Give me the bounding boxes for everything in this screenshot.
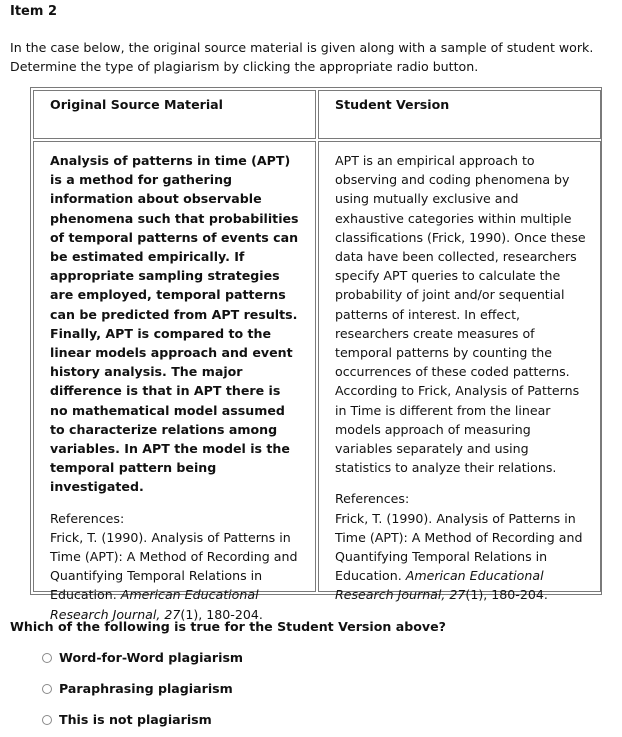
citation: [335, 509, 586, 605]
citation-start: Frick, T. (1990). Analysis of Patterns in Time (APT): A Method of Recording and Quantifying Temporal Relations in Education.: [335, 510, 583, 584]
radio-button[interactable]: [42, 653, 52, 663]
student-header: Student Version: [318, 90, 601, 139]
option-label[interactable]: Word-for-Word plagiarism: [59, 650, 244, 665]
citation: [50, 528, 301, 624]
option-not-plagiarism[interactable]: [42, 712, 212, 727]
original-cell: [33, 141, 316, 622]
question-text: Which of the following is true for the Student Version above?: [10, 619, 446, 634]
original-references: [50, 509, 301, 624]
journal-name: American Educational Research Journal, 27: [335, 568, 544, 603]
comparison-table: [30, 87, 602, 622]
item-title: Item 2: [10, 4, 57, 19]
student-text: APT is an empirical approach to observing and coding phenomena by using mutually exclusive and exhaustive categories within multiple classifications (Frick, 1990). Once these data have been collected, researchers specify APT queries to calculate the probability of joint and/or sequential patterns of interest. In effect, researchers create measures of temporal patterns by counting the occurrences of these coded patterns. According to Frick, Analysis of Patterns in Time is different from the linear models approach of measuring variables separately and using statistics to analyze their relations.: [335, 153, 586, 476]
student-references: [335, 489, 586, 604]
option-label[interactable]: This is not plagiarism: [59, 712, 212, 727]
radio-button[interactable]: [42, 684, 52, 694]
original-header: Original Source Material: [33, 90, 316, 139]
references-label: References:: [50, 510, 125, 526]
citation-issue: (1), 180-204.: [465, 587, 548, 603]
option-paraphrasing[interactable]: [42, 681, 233, 696]
citation-issue: (1), 180-204.: [180, 606, 263, 622]
citation-start: Frick, T. (1990). Analysis of Patterns in Time (APT): A Method of Recording and Quantifying Temporal Relations in Education.: [50, 529, 298, 603]
option-word-for-word[interactable]: [42, 650, 243, 665]
student-cell: [318, 141, 601, 603]
original-text: Analysis of patterns in time (APT) is a method for gathering information about observable phenomena such that probabilities of temporal patterns of events can be estimated empirically. If appropriate sampling strategies are employed, temporal patterns can be predicted from APT results. Finally, APT is compared to the linear models approach and event history analysis. The major difference is that in APT there is no mathematical model assumed to characterize relations among variables. In APT the model is the temporal pattern being investigated.: [50, 153, 299, 495]
option-label[interactable]: Paraphrasing plagiarism: [59, 681, 233, 696]
radio-button[interactable]: [42, 715, 52, 725]
instructions: In the case below, the original source material is given along with a sample of student work. Determine the type of plagiarism by clicking the appropriate radio button.: [10, 40, 594, 74]
journal-name: American Educational Research Journal, 27: [50, 587, 259, 622]
references-label: References:: [335, 491, 410, 507]
